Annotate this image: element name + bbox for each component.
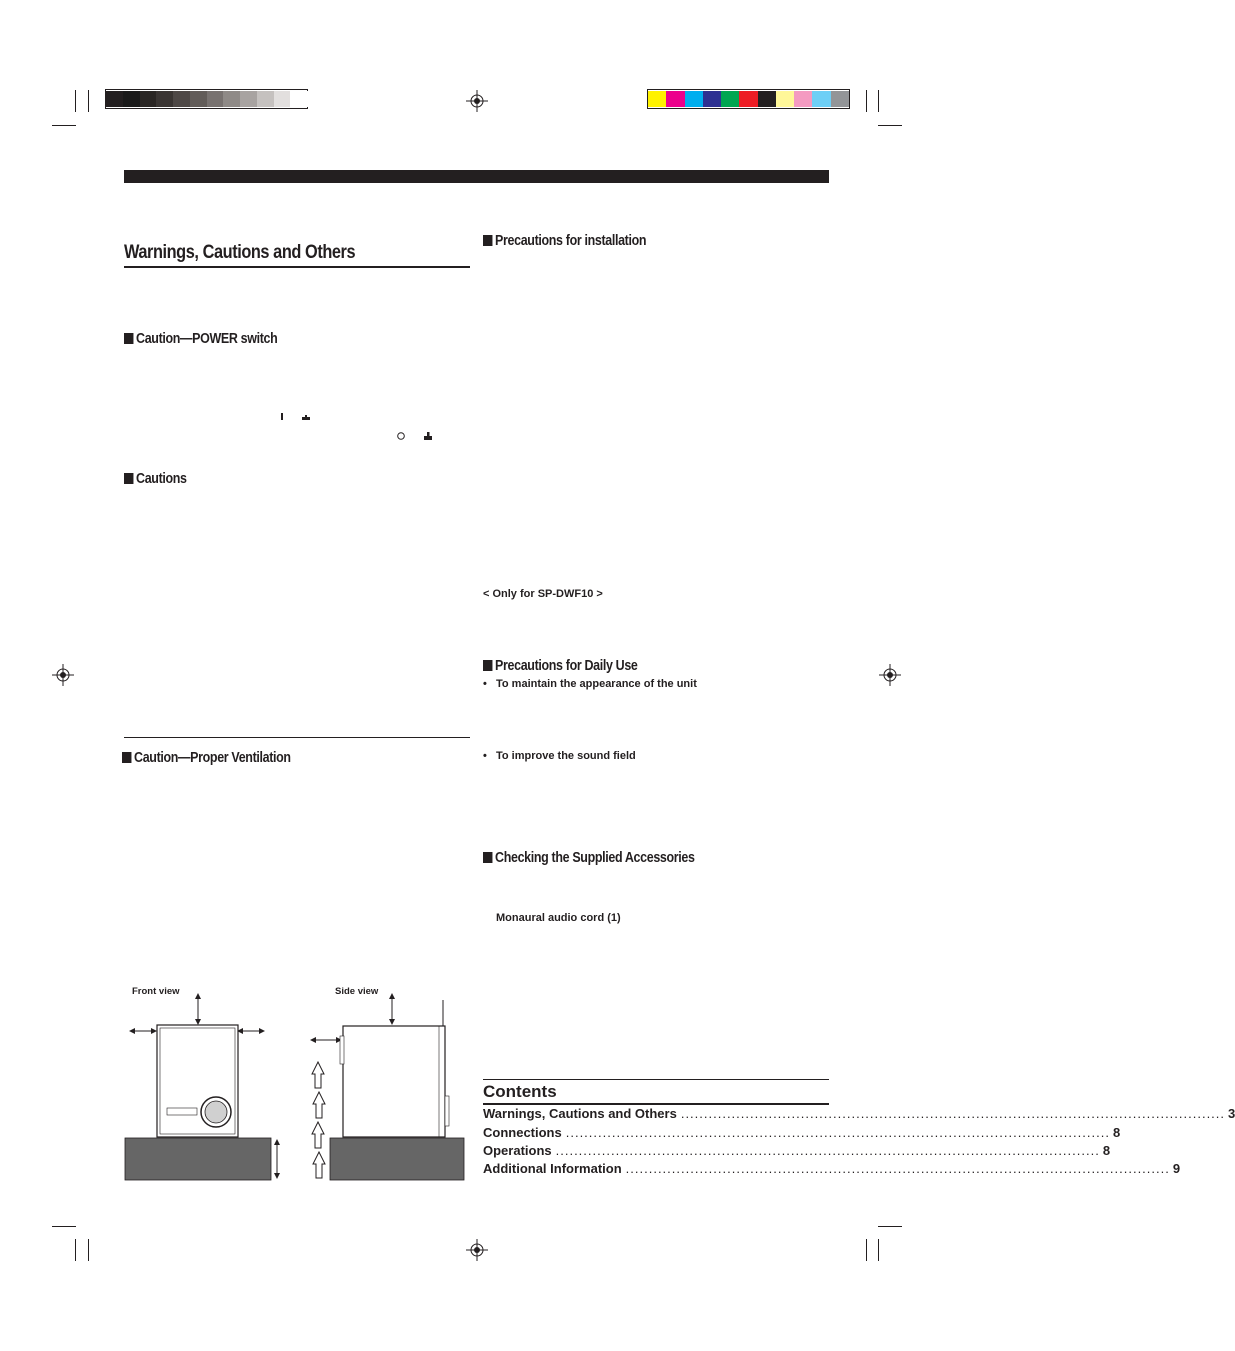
grayscale-swatch [240,91,257,107]
grayscale-calibration-bar [105,89,308,109]
section-heading-installation: Precautions for installation [483,233,646,249]
model-note: < Only for SP-DWF10 > [483,588,603,600]
section-heading-accessories: Checking the Supplied Accessories [483,850,695,866]
registration-mark-icon [466,1239,488,1261]
color-swatch [703,91,722,107]
grayscale-swatch [140,91,157,107]
toc-entry[interactable]: Operations ...................................................................................................................... 8 [483,1143,1111,1158]
square-bullet-icon [483,852,492,863]
color-swatch [721,91,740,107]
registration-mark-icon [466,90,488,112]
square-bullet-icon [124,473,133,484]
grayscale-swatch [274,91,291,107]
grayscale-swatch [123,91,140,107]
square-bullet-icon [483,235,492,246]
square-bullet-icon [122,752,131,763]
header-bar [124,170,829,183]
color-swatch [758,91,777,107]
toc-entry[interactable]: Connections ...................................................................................................................... 8 [483,1125,1121,1140]
grayscale-swatch [106,91,123,107]
grayscale-swatch [257,91,274,107]
grayscale-swatch [290,91,307,107]
grayscale-swatch [173,91,190,107]
color-swatch [685,91,704,107]
section-heading-ventilation: Caution—Proper Ventilation [122,750,291,766]
registration-mark-icon [52,664,74,686]
ventilation-front-view-diagram [120,990,290,1186]
accessory-item: Monaural audio cord (1) [496,912,621,924]
color-swatch [831,91,850,107]
square-bullet-icon [124,333,133,344]
grayscale-swatch [190,91,207,107]
side-view-label: Side view [335,986,379,997]
section-heading-power-switch: Caution—POWER switch [124,331,277,347]
section-heading-daily-use: Precautions for Daily Use [483,658,638,674]
square-bullet-icon [483,660,492,671]
toc-entry[interactable]: Warnings, Cautions and Others ...................................................................................................................... 3 [483,1106,1235,1121]
grayscale-swatch [223,91,240,107]
color-calibration-bar [647,89,850,109]
color-swatch [666,91,685,107]
bullet-appearance: • To maintain the appearance of the unit [483,678,697,690]
power-on-symbol-icon [280,412,314,422]
color-swatch [794,91,813,107]
ventilation-side-view-diagram [305,990,470,1186]
contents-heading: Contents [483,1079,829,1105]
divider [124,737,470,738]
color-swatch [648,91,667,107]
standby-symbol-icon [396,430,436,442]
bullet-sound-field: • To improve the sound field [483,750,636,762]
toc-entry[interactable]: Additional Information ...................................................................................................................... 9 [483,1161,1181,1176]
grayscale-swatch [156,91,173,107]
color-swatch [776,91,795,107]
registration-mark-icon [879,664,901,686]
page-title: Warnings, Cautions and Others [124,242,470,268]
front-view-label: Front view [132,986,180,997]
grayscale-swatch [207,91,224,107]
color-swatch [739,91,758,107]
section-heading-cautions: Cautions [124,471,187,487]
color-swatch [812,91,831,107]
